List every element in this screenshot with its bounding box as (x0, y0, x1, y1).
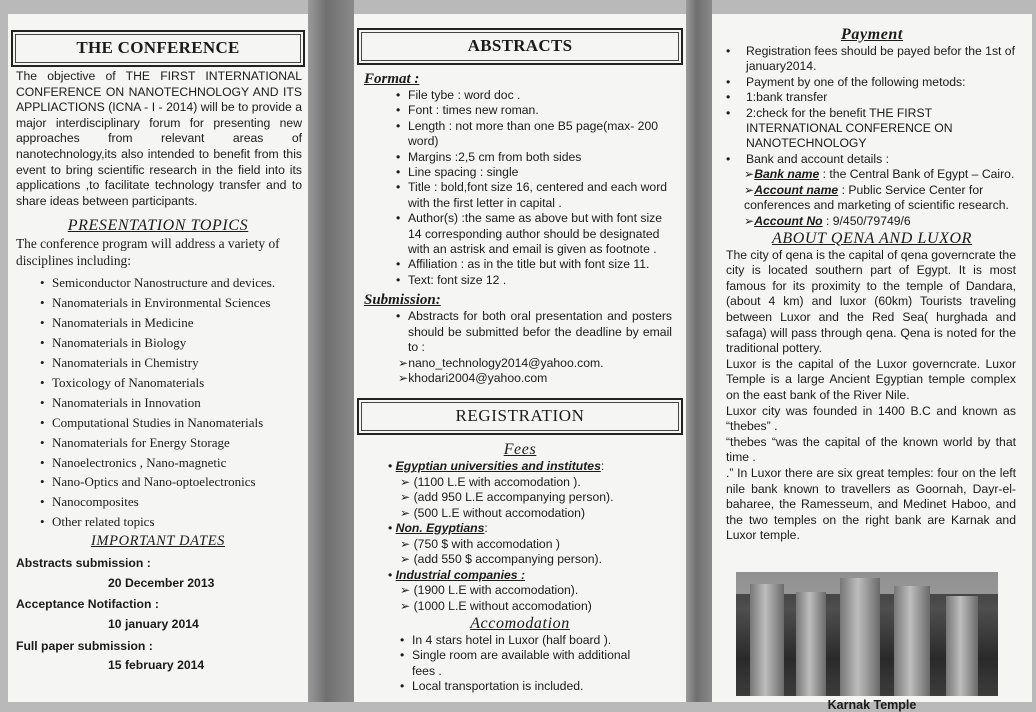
fold-shadow-left (308, 0, 354, 702)
fee-item-text: (500 L.E without accomodation) (413, 505, 586, 520)
format-item: • Affiliation : as in the title but with font size 11. (394, 257, 672, 272)
fee-item-text: (1000 L.E without accomodation) (413, 598, 592, 613)
bank-detail (744, 214, 1016, 230)
topics-list (8, 273, 308, 532)
bank-details (744, 167, 1016, 229)
topic-item: • Semiconductor Nanostructure and devices. (38, 273, 308, 293)
fee-item (400, 475, 686, 490)
fee-group-suffix: : (600, 459, 605, 474)
topics-intro: The conference program will address a variety of disciplines including: (16, 236, 280, 269)
fee-item (400, 552, 686, 567)
format-item: • Line spacing : single (394, 165, 672, 180)
bank-detail-value: : the Central Bank of Egypt – Cairo. (819, 167, 1015, 182)
payment-item: • 2:check for the benefit THE FIRST INTERNATIONAL CONFERENCE ON NANOTECHNOLOGY (724, 106, 1016, 152)
accomodation-item: • In 4 stars hotel in Luxor (half board ). (398, 633, 646, 648)
fee-item (400, 537, 686, 552)
format-item: • File tybe : word doc . (394, 88, 672, 103)
arrow-icon: ➢ (400, 474, 414, 489)
arrow-icon: ➢ (400, 490, 414, 505)
date-label: Acceptance Notifaction : (16, 597, 159, 612)
format-item: • Text: font size 12 . (394, 273, 672, 288)
fee-group-bullet: • (388, 567, 396, 582)
payment-item: • Registration fees should be payed befor the 1st of january2014. (724, 44, 1016, 75)
registration-heading-box (357, 398, 683, 435)
fee-group-bullet: • (388, 459, 396, 474)
fee-item (400, 583, 686, 598)
fee-group-suffix: : (484, 521, 488, 536)
arrow-icon: ➢ (744, 182, 755, 197)
bank-detail-label: Account name (754, 182, 839, 197)
format-list (394, 88, 672, 288)
bank-detail-value: : 9/450/79749/6 (822, 214, 911, 229)
payment-item: • 1:bank transfer (724, 90, 1016, 105)
submission-list (394, 309, 672, 355)
arrow-icon: ➢ (400, 583, 414, 598)
about-paragraph: Luxor city was founded in 1400 B.C and known as “thebes” . (726, 403, 1016, 434)
date-label: Abstracts submission : (16, 556, 151, 571)
date-label: Full paper submission : (16, 638, 153, 653)
topic-item: • Nanomaterials in Biology (38, 333, 308, 353)
about-paragraph: “thebes “was the capital of the known world by that time . (726, 434, 1016, 465)
topic-item: • Nanocomposites (38, 492, 308, 512)
fees-heading: Fees (503, 441, 537, 459)
abstracts-panel (354, 14, 686, 702)
topic-item: • Nano-Optics and Nano-optoelectronics (38, 472, 308, 492)
bank-detail-value: : Public Service Center for conferences and marketing of scientific research. (744, 182, 1009, 213)
fee-item (400, 490, 686, 505)
about-paragraph: The city of qena is the capital of qena governcrate the city is located southern part of Egypt. It is most famous for its proximity to the temple of Dandara,(about 4 km) and luxor (60km) Tourists traveling between Luxor and the Red Sea( hurghada and safaga) will pass through qena. Qena is noted for the traditional pottery. (726, 247, 1016, 356)
fee-item-text: (1100 L.E with accomodation ). (413, 474, 581, 489)
accomodation-list (398, 633, 646, 695)
conference-heading: THE CONFERENCE (15, 34, 301, 63)
arrow-icon: ➢ (400, 536, 414, 551)
abstracts-heading: ABSTRACTS (361, 32, 679, 61)
payment-item: • Payment by one of the following metods: (724, 75, 1016, 90)
format-item: • Font : times new roman. (394, 103, 672, 118)
topic-item: • Nanomaterials for Energy Storage (38, 433, 308, 453)
bank-detail-label: Account No (754, 214, 823, 229)
format-item: • Author(s) :the same as above but with font size 14 corresponding author should be designated with an astrisk and email is given as footnote . (394, 211, 672, 257)
topic-item: • Nanomaterials in Medicine (38, 313, 308, 333)
registration-heading: REGISTRATION (361, 402, 679, 431)
dates-heading: IMPORTANT DATES (91, 533, 225, 550)
date-value: 15 february 2014 (108, 658, 205, 673)
fee-item-text: (add 950 L.E accompanying person). (413, 490, 614, 505)
bank-detail (744, 167, 1016, 183)
accomodation-item: • Single room are available with additional fees . (398, 648, 646, 679)
fee-group (388, 459, 686, 475)
photo-caption: Karnak Temple (827, 698, 917, 712)
fee-group-title: Industrial companies : (395, 567, 526, 582)
format-heading: Format : (364, 71, 420, 87)
topic-item: • Other related topics (38, 512, 308, 532)
topic-item: • Nanomaterials in Innovation (38, 393, 308, 413)
email-list (398, 356, 686, 387)
about-text (712, 248, 1032, 544)
about-paragraph: .” In Luxor there are six great temples: four on the left nile bank known to travellers as Goornah, Dayr-el- baharee, the Ramesseum, and Medinet Haboo, and the two temples on the right bank are Karnak and Luxor temple. (726, 465, 1016, 543)
abstracts-heading-box (357, 28, 683, 65)
fee-item (400, 506, 686, 521)
payment-panel (712, 14, 1032, 712)
arrow-icon: ➢ (400, 552, 414, 567)
topic-item: • Nanomaterials in Chemistry (38, 353, 308, 373)
fee-group (388, 521, 686, 537)
arrow-icon: ➢ (744, 214, 755, 229)
about-paragraph: Luxor is the capital of the Luxor governcrate. Luxor Temple is a large Ancient Egyptian temple complex on the east bank of the River Nile. (726, 356, 1016, 402)
arrow-icon: ➢ (744, 167, 755, 182)
karnak-temple-photo (736, 572, 998, 696)
bank-detail (744, 183, 1016, 214)
fold-shadow-right (686, 0, 712, 702)
fee-group-title: Non. Egyptians (395, 521, 485, 536)
accomodation-item: • Local transportation is included. (398, 679, 646, 694)
payment-item: • Bank and account details : (724, 152, 1016, 167)
about-heading: ABOUT QENA AND LUXOR (771, 229, 972, 247)
fee-group (388, 568, 686, 584)
email-address: ➢nano_technology2014@yahoo.com. (398, 355, 604, 370)
conference-panel (8, 14, 308, 702)
date-value: 20 December 2013 (108, 575, 215, 590)
fee-group-bullet: • (388, 521, 396, 536)
fee-groups (388, 459, 686, 614)
format-item: • Title : bold,font size 16, centered and each word with the first letter in capital . (394, 180, 672, 211)
topic-item: • Computational Studies in Nanomaterials (38, 413, 308, 433)
payment-heading: Payment (841, 26, 903, 43)
topics-heading: PRESENTATION TOPICS (67, 217, 249, 235)
date-value: 10 january 2014 (108, 616, 199, 631)
arrow-icon: ➢ (400, 598, 414, 613)
accomodation-heading: Accomodation (470, 614, 570, 632)
dates-list (8, 556, 308, 674)
topic-item: • Nanomaterials in Environmental Sciences (38, 293, 308, 313)
payment-list (724, 44, 1016, 167)
fee-item-text: (1900 L.E with accomodation). (413, 583, 579, 598)
topic-item: • Nanoelectronics , Nano-magnetic (38, 453, 308, 473)
bank-detail-label: Bank name (754, 167, 820, 182)
email-address: ➢khodari2004@yahoo.com (398, 370, 548, 385)
arrow-icon: ➢ (400, 505, 414, 520)
format-item: • Margins :2,5 cm from both sides (394, 150, 672, 165)
topic-item: • Toxicology of Nanomaterials (38, 373, 308, 393)
fee-item-text: (add 550 $ accompanying person). (413, 552, 602, 567)
fee-item-text: (750 $ with accomodation ) (413, 536, 560, 551)
submission-text: • Abstracts for both oral presentation and posters should be submitted befor the deadline by email to : (394, 309, 672, 355)
conference-intro: The objective of THE FIRST INTERNATIONAL CONFERENCE ON NANOTECHNOLOGY AND ITS APPLIACTIONS (ICNA - I - 2014) will be to provide a major interdisciplinary forum for presenting new approaches from relevant areas of nanotechnology,its also intended to benefit from this event to bring scientific research in the field into its applications ,to facilitate technology transfer and to share ideas between participants. (16, 69, 302, 208)
submission-heading: Submission: (364, 292, 441, 309)
format-item: • Length : not more than one B5 page(max- 200 word) (394, 119, 672, 150)
conference-heading-box (11, 30, 305, 67)
fee-item (400, 599, 686, 614)
fee-group-title: Egyptian universities and institutes (395, 459, 601, 474)
